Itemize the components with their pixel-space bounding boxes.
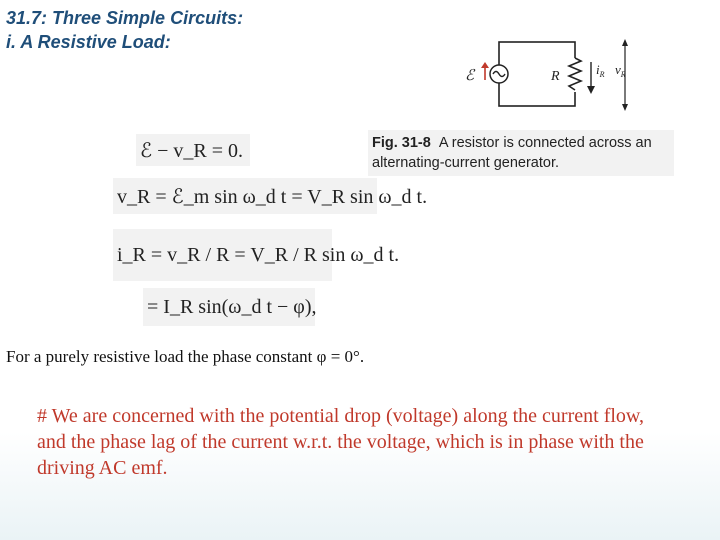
figure-label: Fig. 31-8	[372, 135, 431, 151]
equation-2	[113, 178, 428, 214]
circuit-diagram-svg	[455, 28, 661, 118]
equation-3-text: i_R = v_R / R = V_R / R sin ω_d t.	[117, 243, 400, 266]
caption-line-1: A resistor is connected across an	[438, 135, 652, 151]
resistor-label: R	[551, 69, 560, 84]
emf-symbol: ℰ	[465, 68, 475, 84]
voltage-arrowhead-bottom-icon	[622, 104, 628, 111]
emf-arrowhead-icon	[481, 62, 489, 68]
equation-4	[143, 288, 315, 326]
title-line-2: i. A Resistive Load:	[6, 32, 171, 52]
title-line-1: 31.7: Three Simple Circuits:	[6, 8, 244, 28]
figure-caption	[368, 130, 674, 176]
equation-1	[136, 134, 250, 166]
phase-statement: For a purely resistive load the phase constant φ = 0°.	[6, 347, 365, 366]
voltage-label: $v_R$	[615, 62, 626, 79]
circuit-wire	[499, 42, 575, 106]
slide-title	[6, 6, 243, 54]
current-arrowhead-icon	[587, 86, 595, 94]
equation-1-text: ℰ − v_R = 0.	[140, 139, 244, 162]
caption-line-2: alternating-current generator.	[372, 155, 559, 171]
equation-3	[113, 229, 400, 281]
equation-2-text: v_R = ℰ_m sin ω_d t = V_R sin ω_d t.	[117, 185, 428, 208]
equation-4-text: = I_R sin(ω_d t − φ),	[147, 295, 317, 318]
circuit-diagram	[455, 28, 661, 118]
voltage-arrowhead-top-icon	[622, 39, 628, 46]
current-label: $i_R$	[596, 62, 605, 79]
concern-note: # We are concerned with the potential drop (voltage) along the current flow, and the phase lag of the current w.r.t. the voltage, which is in phase with the driving AC emf.	[37, 405, 645, 479]
